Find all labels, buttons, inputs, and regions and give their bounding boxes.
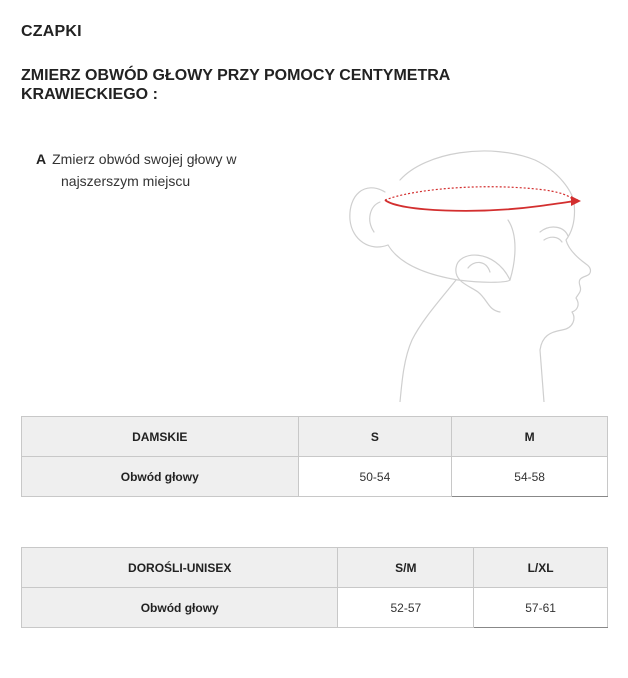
table-header-row <box>22 548 608 588</box>
header-size: S/M <box>338 548 474 588</box>
step-letter: A <box>36 151 47 167</box>
table-cell: 54-58 <box>452 457 608 497</box>
header-size: L/XL <box>474 548 608 588</box>
arrow-right-icon <box>571 196 581 206</box>
size-table-women <box>21 416 608 497</box>
row-label: Obwód głowy <box>22 588 338 628</box>
table-cell: 50-54 <box>298 457 452 497</box>
instruction-step-a <box>36 148 237 192</box>
row-label: Obwód głowy <box>22 457 299 497</box>
step-text-line2: najszerszym miejscu <box>61 173 191 189</box>
measure-line-back <box>385 187 573 202</box>
header-size: M <box>452 417 608 457</box>
head-outline <box>350 151 591 402</box>
header-category: DOROŚLI-UNISEX <box>22 548 338 588</box>
table-row <box>22 588 608 628</box>
table-cell: 57-61 <box>474 588 608 628</box>
table-cell: 52-57 <box>338 588 474 628</box>
head-measurement-illustration <box>340 140 610 402</box>
header-category: DAMSKIE <box>22 417 299 457</box>
measure-line-front <box>385 200 578 211</box>
table-row <box>22 457 608 497</box>
size-table-unisex <box>21 547 608 628</box>
page-subtitle: ZMIERZ OBWÓD GŁOWY PRZY POMOCY CENTYMETRA KRAWIECKIEGO : <box>21 67 450 103</box>
table-header-row <box>22 417 608 457</box>
header-size: S <box>298 417 452 457</box>
step-text-line1: Zmierz obwód swojej głowy w <box>52 151 237 167</box>
page-title: CZAPKI <box>21 23 82 40</box>
